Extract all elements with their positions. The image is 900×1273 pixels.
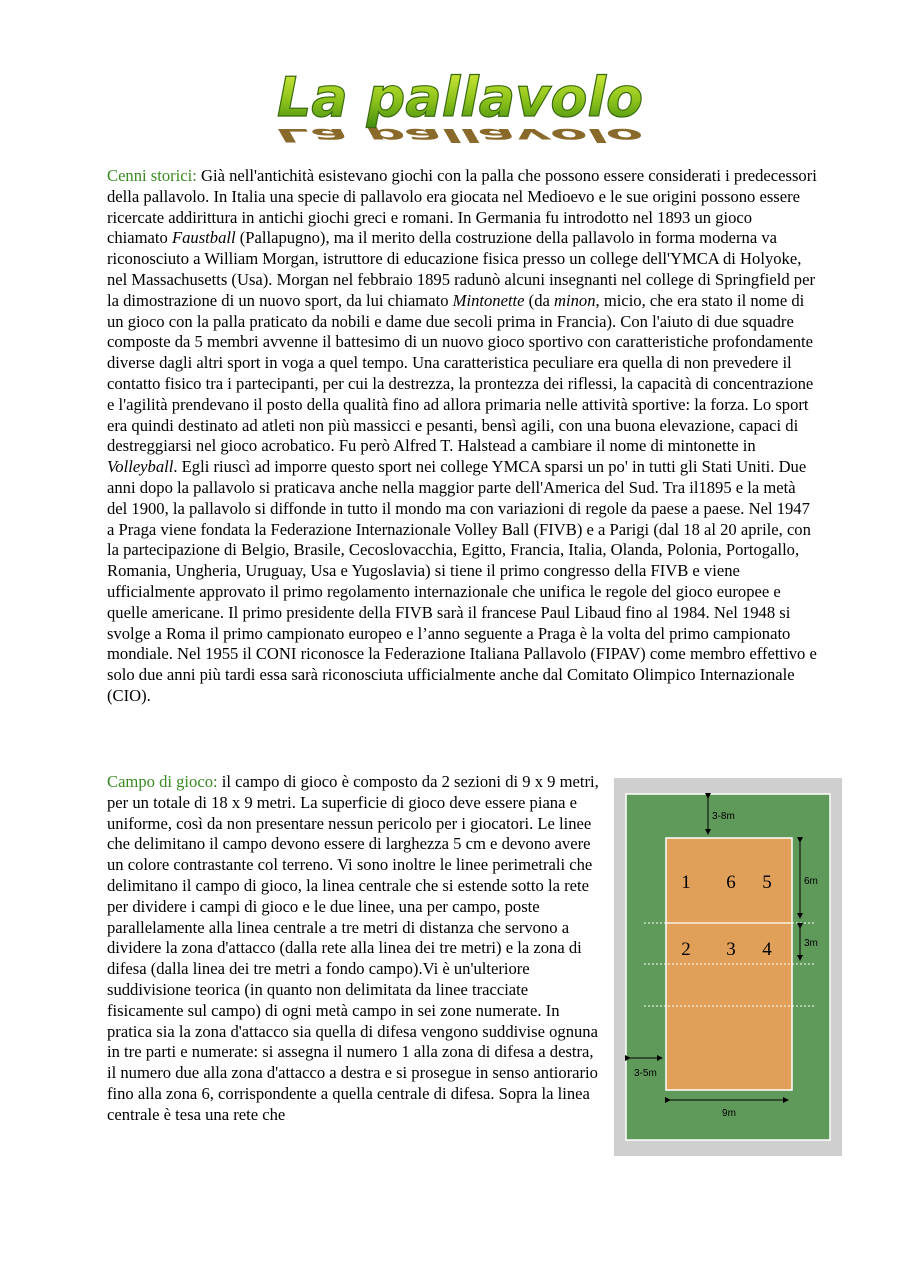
- svg-text:La pallavolo: La pallavolo: [276, 66, 644, 129]
- history-heading: Cenni storici:: [107, 166, 197, 185]
- zone-4: 4: [762, 939, 772, 960]
- zone-6: 6: [726, 872, 736, 893]
- zone-3: 3: [726, 939, 736, 960]
- zone-5: 5: [762, 872, 772, 893]
- court-heading: Campo di gioco:: [107, 772, 218, 791]
- label-back-zone: 6m: [804, 876, 818, 887]
- zone-1: 1: [681, 872, 691, 893]
- label-free-zone-top: 3-8m: [712, 811, 735, 822]
- history-paragraph: Cenni storici: Già nell'antichità esistevano giochi con la palla che possono essere considerati i predecessori della pallavolo. In Italia una specie di pallavolo era giocata nel Medioevo e le sue origini possono essere ricercate addirittura in antichi giochi greci e romani. In Germania fu introdotto nel 1893 un gioco chiamato Faustball (Pallapugno), ma il merito della costruzione della pallavolo in forma moderna va riconosciuto a William Morgan, istruttore di educazione fisica presso un college dell'YMCA di Holyoke, nel Massachusetts (Usa). Morgan nel febbraio 1895 radunò alcuni insegnanti nel college di Springfield per la dimostrazione di un nuovo sport, da lui chiamato Mintonette (da minon, micio, che era stato il nome di un gioco con la palla praticato da nobili e dame due secoli prima in Francia). Con l'aiuto di due squadre composte da 5 membri avvenne il battesimo di un nuovo gioco sportivo con caratteristiche profondamente diverse dagli altri sport in voga a quel tempo. Una caratteristica peculiare era quella di non prevedere il contatto fisico tra i partecipanti, per cui la destrezza, la prontezza dei riflessi, la capacità di concentrazione e l'agilità prendevano il posto della qualità fino ad allora primaria nelle attività sportive: la forza. Lo sport era quindi destinato ad atleti non più massicci e pesanti, bensì agili, con una buona elevazione, capaci di destreggiarsi nel gioco acrobatico. Fu però Alfred T. Halstead a cambiare il nome di mintonette in Volleyball. Egli riuscì ad imporre questo sport nei college YMCA sparsi un po' in tutti gli Stati Uniti. Due anni dopo la pallavolo si praticava anche nella maggior parte dell'America del Sud. Tra il1895 e la metà del 1900, la pallavolo si diffonde in tutto il mondo ma con variazioni di regole da paese a paese. Nel 1947 a Praga viene fondata la Federazione Internazionale Volley Ball (FIVB) e a Parigi (dal 18 al 20 aprile, con la partecipazione di Belgio, Brasile, Cecoslovacchia, Egitto, Francia, Italia, Olanda, Polonia, Portogallo, Romania, Ungheria, Uruguay, Usa e Yugoslavia) si tiene il primo congresso della FIVB e viene ufficialmente approvato il primo regolamento internazionale che unifica le regole del gioco europee e quelle americane. Il primo presidente della FIVB sarà il francese Paul Libaud fino al 1984. Nel 1948 si svolge a Roma il primo campionato europeo e l’anno seguente a Praga è la volta del primo campionato mondiale. Nel 1955 il CONI riconosce la Federazione Italiana Pallavolo (FIPAV) come membro effettivo e solo due anni più tardi essa sarà riconosciuta ufficialmente anche dal Comitato Olimpico Internazionale (CIO).: [107, 166, 817, 705]
- page-title-logo: [276, 52, 644, 147]
- court-paragraph: Campo di gioco: il campo di gioco è composto da 2 sezioni di 9 x 9 metri, per un totale di 18 x 9 metri. La superficie di gioco deve essere piana e uniforme, così da non presentare nessun pericolo per i giocatori. Le linee che delimitano il campo devono essere di larghezza 5 cm e devono avere un colore contrastante col terreno. Vi sono inoltre le linee perimetrali che delimitano il campo di gioco, la linea centrale che si estende sotto la rete per dividere i campi di gioco e le due linee, una per campo, poste parallelamente alla linea centrale a tre metri di distanza che servono a dividere la zona d'attacco (dalla rete alla linea dei tre metri) e la zona di difesa (dalla linea dei tre metri a fondo campo).Vi è un'ulteriore suddivisione teorica (in quanto non delimitata da linee tracciate fisicamente sul campo) di ogni metà campo in sei zone numerate. In pratica sia la zona d'attacco sia quella di difesa vengono suddivise ognuna in tre parti e numerate: si assegna il numero 1 alla zona di difesa a destra, il numero due alla zona d'attacco a destra e si prosegue in senso antiorario fino alla zona 6, corrispondente a quella centrale di difesa. Sopra la linea centrale è tesa una rete che: [107, 772, 599, 1124]
- zone-2: 2: [681, 939, 691, 960]
- label-width: 9m: [722, 1108, 736, 1119]
- label-free-zone-side: 3-5m: [634, 1068, 657, 1079]
- label-attack-zone: 3m: [804, 938, 818, 949]
- court-diagram: [614, 778, 842, 1156]
- svg-text:La pallavolo: La pallavolo: [277, 124, 643, 147]
